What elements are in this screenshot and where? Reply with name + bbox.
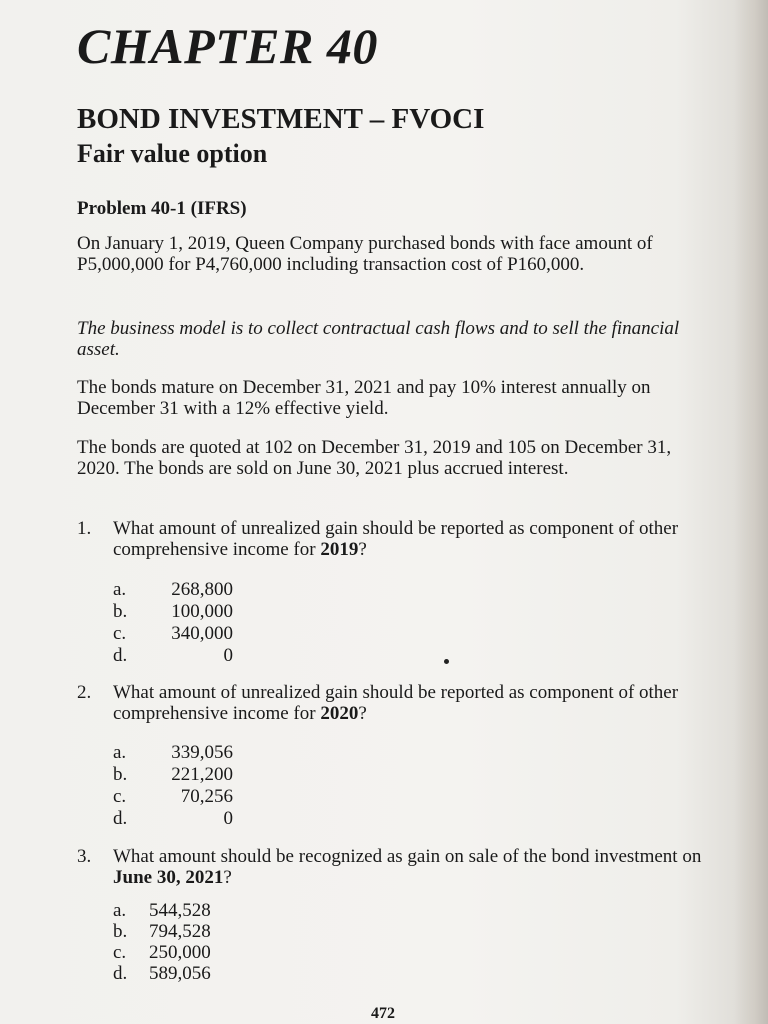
page-gutter-shadow (734, 0, 768, 1024)
question-number: 3. (77, 846, 92, 867)
question-number: 1. (77, 518, 92, 539)
problem-paragraph-quotes: The bonds are quoted at 102 on December 31, 2019 and 105 on December 31, 2020. The bonds are sold on June 30, 2021 plus accrued interest. (77, 437, 672, 479)
problem-heading: Problem 40-1 (IFRS) (77, 198, 247, 219)
answer-option: c. 250,000 (113, 942, 211, 963)
answer-option: a. 544,528 (113, 900, 211, 921)
question-text: What amount of unrealized gain should be reported as component of other comprehensive income for 2020? (113, 682, 679, 724)
problem-paragraph-business-model: The business model is to collect contractual cash flows and to sell the financial asset. (77, 318, 680, 360)
chapter-subtitle: Fair value option (77, 139, 268, 168)
answer-option: b. 100,000 (113, 601, 233, 622)
answer-option: c. 70,256 (113, 786, 233, 807)
answer-option: d. 0 (113, 645, 233, 666)
question-text: What amount should be recognized as gain on sale of the bond investment on June 30, 2021? (113, 846, 702, 888)
chapter-title: BOND INVESTMENT – FVOCI (77, 103, 485, 135)
answer-option: d. 589,056 (113, 963, 211, 984)
question-number: 2. (77, 682, 92, 703)
answer-option: a. 339,056 (113, 742, 233, 763)
chapter-heading: CHAPTER 40 (77, 18, 378, 74)
problem-paragraph-maturity: The bonds mature on December 31, 2021 and pay 10% interest annually on December 31 with a 12% effective yield. (77, 377, 651, 419)
question-text: What amount of unrealized gain should be reported as component of other comprehensive income for 2019? (113, 518, 679, 560)
answer-option: a. 268,800 (113, 579, 233, 600)
answer-option: b. 221,200 (113, 764, 233, 785)
ink-speck (444, 659, 449, 664)
answer-option: d. 0 (113, 808, 233, 829)
problem-paragraph-purchase: On January 1, 2019, Queen Company purchased bonds with face amount of P5,000,000 for P4,760,000 including transaction cost of P160,000. (77, 233, 653, 275)
page-number: 472 (371, 1005, 395, 1022)
answer-option: c. 340,000 (113, 623, 233, 644)
answer-option: b. 794,528 (113, 921, 211, 942)
